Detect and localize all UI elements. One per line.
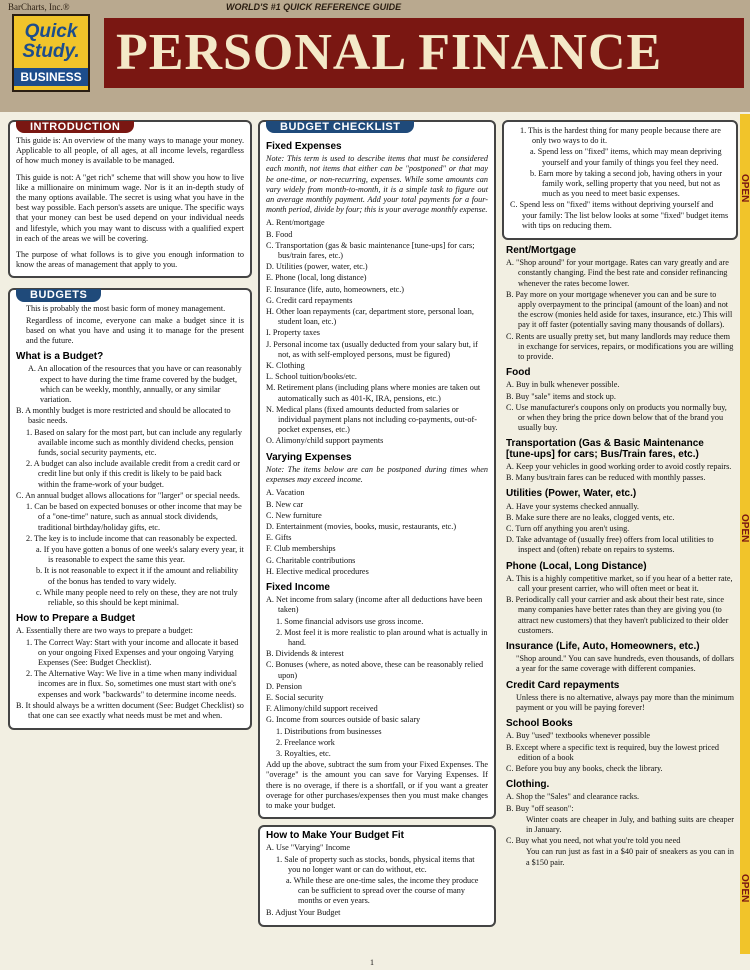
list-item: a. While these are one-time sales, the income they produce can be sufficient to spread over the course of many months or even years. <box>286 876 479 906</box>
brand-text: BarCharts, Inc.® <box>8 2 70 12</box>
transportation-list <box>506 462 734 483</box>
varying-expenses-note: Note: The items below are can be postponed during times when expenses may exceed income. <box>266 464 488 485</box>
list-item: C. Transportation (gas & basic maintenance [tune-ups] for cars; bus/train fares, etc.) <box>266 240 475 261</box>
budgets-paragraph-2: Regardless of income, everyone can make a budget since it is based on what you have and using it to manage for the present and the future. <box>26 315 244 346</box>
intro-paragraph-3: The purpose of what follows is to give you enough information to know the areas of management that apply to you. <box>16 250 244 270</box>
school-books-heading: School Books <box>506 718 573 730</box>
fixed-expenses-heading: Fixed Expenses <box>266 141 342 152</box>
list-item: L. School tuition/books/etc. <box>266 372 357 382</box>
list-item: E. Social security <box>266 692 324 702</box>
list-item: D. Take advantage of (usually free) offers from local utilities to inspect and (often) rebate on repairs to systems. <box>506 535 714 555</box>
list-item: b. Earn more by taking a second job, having others in your family work, selling property that you need, but not as much as you need to meet basic expenses. <box>530 168 723 199</box>
how-b <box>16 701 244 721</box>
list-item: 3. Royalties, etc. <box>276 748 331 758</box>
list-item: A. Buy "used" textbooks whenever possible <box>506 731 651 741</box>
list-item: B. Dividends & interest <box>266 649 344 659</box>
list-item: A. Net income from salary (income after all deductions have been taken) <box>266 595 483 615</box>
list-item: 2. The key is to include income that can reasonably be expected. <box>26 533 238 543</box>
budgets-paragraph-1: This is probably the most basic form of money management. <box>26 304 226 314</box>
column-middle <box>258 114 496 927</box>
list-item: C. Spend less on "fixed" items without depriving yourself and your family: The list below looks at some "fixed" budget items with tips on reducing them. <box>510 200 729 230</box>
list-item: 2. A budget can also include available credit from a credit card or credit line but only if this credit is likely to be paid back within the frame-work of your budget. <box>26 459 240 489</box>
list-item: J. Personal income tax (usually deducted from your salary but, if not, as with self-employed persons, must be figured) <box>266 339 478 359</box>
list-item: C. Turn off anything you aren't using. <box>506 523 630 533</box>
logo-quick: Quick <box>24 21 78 42</box>
list-item: B. Food <box>266 229 293 239</box>
tips-panel-top <box>502 120 738 240</box>
list-item: a. If you have gotten a bonus of one week's salary every year, it is reasonable to expect the same this year. <box>36 544 244 565</box>
budget-checklist-tab: BUDGET CHECKLIST <box>266 121 414 133</box>
list-item: B. Buy "sale" items and stock up. <box>506 391 616 401</box>
list-item: F. Alimony/child support received <box>266 704 378 714</box>
budgets-tab: BUDGETS <box>16 289 101 301</box>
list-item: c. While many people need to rely on these, they are not truly reliable, so this should be kept minimal. <box>36 587 238 607</box>
introduction-panel <box>8 120 252 278</box>
fixed-expenses-list <box>266 218 488 446</box>
insurance-heading: Insurance (Life, Auto, Homeowners, etc.) <box>506 640 700 652</box>
varying-expenses-list <box>266 488 488 577</box>
list-item: 2. The Alternative Way: We live in a time when many individual incomes are in flux. So, sometimes one must start with one's expenses and work "backwards" to determine income needs. <box>26 669 238 699</box>
list-item: O. Alimony/child support payments <box>266 436 384 446</box>
list-item: N. Medical plans (fixed amounts deducted from salaries or individual payment plans not including co-payments, out-of-pocket expenses, etc.) <box>266 404 477 435</box>
list-item: G. Credit card repayments <box>266 295 353 305</box>
list-item: G. Income from sources outside of basic salary <box>266 715 421 725</box>
logo-business: BUSINESS <box>14 68 88 86</box>
income-rest <box>266 649 488 725</box>
list-item: A. This is a highly competitive market, so if you hear of a better rate, call your present carrier, who will often meet or beat it. <box>506 573 733 593</box>
tips-sections <box>502 246 738 868</box>
open-label: OPEN <box>739 874 750 903</box>
list-item: 1. Based on salary for the most part, but can include any regularly available income such as monthly dividend checks, pension funds, social security payments, etc. <box>26 427 242 458</box>
list-item: H. Elective medical procedures <box>266 566 369 576</box>
income-summary: Add up the above, subtract the sum from your Fixed Expenses. The "overage" is the amount you can save for Varying Expenses. If there is no overage, if there is a shortfall, or if you want a greater overage for other purchases/expenses then you must make changes to make your budget. <box>266 760 488 810</box>
list-item: E. Phone (local, long distance) <box>266 273 367 283</box>
list-item: B. New car <box>266 499 304 509</box>
list-item: F. Club memberships <box>266 544 336 554</box>
budgets-panel <box>8 288 252 730</box>
list-item: A. An allocation of the resources that you have or can reasonably expect to have during the time frame covered by the budget, which can be weekly, monthly, annually, or any similar variation. <box>28 364 242 405</box>
clothing-b-text: Winter coats are cheaper in July, and bathing suits are cheaper in January. <box>526 814 734 834</box>
open-label: OPEN <box>739 174 750 203</box>
fixed-income-heading: Fixed Income <box>266 581 330 593</box>
rent-mortgage-heading: Rent/Mortgage <box>506 245 576 257</box>
list-item: A. Have your systems checked annually. <box>506 501 639 511</box>
budget-checklist-panel <box>258 120 496 819</box>
list-item: B. Make sure there are no leaks, clogged vents, etc. <box>506 512 675 522</box>
page-title: PERSONAL FINANCE <box>104 18 744 88</box>
utilities-heading: Utilities (Power, Water, etc.) <box>506 488 637 500</box>
what-c-sub <box>16 545 244 608</box>
list-item: 1. Some financial advisors use gross income. <box>276 616 424 626</box>
how-items <box>16 638 244 700</box>
header-banner <box>0 0 750 112</box>
guide-tagline: WORLD'S #1 QUICK REFERENCE GUIDE <box>226 2 402 12</box>
clothing-heading: Clothing. <box>506 779 550 791</box>
how-to-prepare-heading: How to Prepare a Budget <box>16 613 135 625</box>
list-item: C. Bonuses (where, as noted above, these can be reasonably relied upon) <box>266 660 484 680</box>
top-c <box>510 200 730 231</box>
list-item: H. Other loan repayments (car, department store, personal loan, student loan, etc.) <box>266 307 474 327</box>
list-item: F. Insurance (life, auto, homeowners, etc.) <box>266 284 405 294</box>
list-item: K. Clothing <box>266 361 305 371</box>
varying-expenses-heading: Varying Expenses <box>266 451 352 463</box>
income-a-items <box>266 617 488 649</box>
list-item: D. Utilities (power, water, etc.) <box>266 262 368 272</box>
introduction-tab: INTRODUCTION <box>16 121 134 133</box>
list-item: B. Adjust Your Budget <box>266 907 341 917</box>
open-strip <box>740 114 750 954</box>
clothing-c-text: You can run just as fast in a $40 pair of sneakers as you can in a $150 pair. <box>526 847 734 867</box>
column-right <box>502 114 738 868</box>
transportation-heading: Transportation (Gas & Basic Maintenance [tune-ups] for cars; Bus/Train fares, etc.) <box>506 438 704 460</box>
list-item: B. Except where a specific text is required, buy the lowest priced edition of a book <box>506 742 720 762</box>
budget-fit-heading: How to Make Your Budget Fit <box>266 830 404 842</box>
intro-paragraph-2: This guide is not: A "get rich" scheme that will show you how to live like a millionaire on minimum wage. Nor is it an in-depth study of the many options available. The secret is using what you have in the best way possible. Each person's assets are unique. The specific ways that your money can best be used depend on your individual needs and lifestyle, which you may want to discuss with a qualified expert in each of the areas we will be covering. <box>16 172 244 243</box>
intro-paragraph-1: This guide is: An overview of the many ways to manage your money. Applicable to all people, of all ages, at all income levels, regardless of how much money is available to be managed. <box>16 136 244 166</box>
what-c-list <box>16 491 244 501</box>
column-left <box>8 114 252 730</box>
rent-list <box>506 258 734 362</box>
clothing-list <box>506 792 734 813</box>
income-g-items <box>266 727 488 760</box>
list-item: a. Spend less on "fixed" items, which may mean depriving yourself and your family of things you feel they need. <box>530 147 722 167</box>
list-item: E. Gifts <box>266 533 292 543</box>
list-item: B. Periodically call your carrier and ask about their best rate, since many companies have better rates than they are giving you (to attract new customers) that they haven't publicized to their older customers. <box>506 595 729 635</box>
list-item: 1. Sale of property such as stocks, bonds, physical items that you no longer want or can do without, etc. <box>276 854 475 874</box>
what-c-items <box>16 502 244 544</box>
list-item: 2. Most feel it is more realistic to plan around what is actually in hand. <box>276 627 488 647</box>
list-item: 1. Can be based on expected bonuses or other income that may be of a "one-time" nature, such as annual stock dividends, traditional birthday/holiday gifts, etc. <box>26 502 242 532</box>
fixed-expenses-note: Note: This term is used to describe items that must be considered each month, not items that either can be "postponed" or that may be one-time, or non-recurring, expenses. While some amounts can vary widely from month-to-month, it is a simple task to figure out an average monthly payment. Add your total payments for a four-month period, divide by four; this is your average monthly expense. <box>266 154 488 215</box>
list-item: C. New furniture <box>266 510 322 520</box>
list-item: b. It is not reasonable to expect it if the amount and reliability of the bonus has tended to vary widely. <box>36 566 239 586</box>
credit-card-text: Unless there is no alternative, always pay more than the minimum payment or you will be paying forever! <box>516 692 734 712</box>
food-list <box>506 380 734 433</box>
list-item: C. Buy what you need, not what you're told you need <box>506 836 681 846</box>
budget-fit-panel <box>258 825 496 927</box>
list-item: C. Use manufacturer's coupons only on products you normally buy, or when they bring the price down below that of the brand you usually buy. <box>506 402 727 433</box>
list-item: A. Essentially there are two ways to prepare a budget: <box>16 626 193 636</box>
page-number: 1 <box>370 958 374 967</box>
list-item: C. An annual budget allows allocations for "larger" or special needs. <box>16 490 240 500</box>
fit-a1a <box>266 876 488 907</box>
phone-list <box>506 574 734 636</box>
list-item: G. Charitable contributions <box>266 555 356 565</box>
list-item: C. Before you buy any books, check the library. <box>506 763 663 773</box>
list-item: A. Vacation <box>266 488 305 498</box>
school-books-list <box>506 731 734 774</box>
what-is-budget-heading: What is a Budget? <box>16 351 104 363</box>
list-item: B. Pay more on your mortgage whenever you can and be sure to apply overpayment to the principal (amount of the loan) and not the escrow (monies held aside for taxes, insurance, etc.) This will pay it off faster (potentially saving many thousands of dollars). <box>506 289 733 330</box>
how-a <box>16 626 244 636</box>
list-item: 2. Freelance work <box>276 737 335 747</box>
list-item: B. Many bus/train fares can be reduced with monthly passes. <box>506 473 706 483</box>
phone-heading: Phone (Local, Long Distance) <box>506 560 647 572</box>
insurance-text: "Shop around." You can save hundreds, even thousands, of dollars a year for the same coverage with different companies. <box>516 654 734 674</box>
list-item: D. Entertainment (movies, books, music, restaurants, etc.) <box>266 521 457 531</box>
top-items <box>510 126 730 146</box>
list-item: A. "Shop around" for your mortgage. Rates can vary greatly and are constantly changing. Find the best rate and consider refinancing whenever the rates become lower. <box>506 258 729 288</box>
what-list <box>16 364 244 426</box>
list-item: B. A monthly budget is more restricted and should be allocated to basic needs. <box>16 406 231 426</box>
income-a <box>266 595 488 615</box>
fit-a1 <box>266 855 488 875</box>
fit-a <box>266 843 488 853</box>
list-item: 1. The Correct Way: Start with your income and allocate it based on your ongoing Fixed Expenses and your ongoing Varying Expenses (See: Budget Checklist). <box>26 637 239 667</box>
quickstudy-logo <box>12 14 90 92</box>
list-item: 1. Distributions from businesses <box>276 726 382 736</box>
logo-study: Study. <box>22 41 80 62</box>
list-item: A. Rent/mortgage <box>266 218 325 228</box>
list-item: B. Buy "off season": <box>506 803 574 813</box>
open-label: OPEN <box>739 514 750 543</box>
list-item: C. Rents are usually pretty set, but many landlords may reduce them in exchange for services, repairs, or modifications you are willing to provide. <box>506 331 734 362</box>
utilities-list <box>506 502 734 556</box>
list-item: I. Property taxes <box>266 328 320 338</box>
list-item: A. Use "Varying" Income <box>266 843 350 853</box>
food-heading: Food <box>506 367 531 379</box>
list-item: A. Keep your vehicles in good working order to avoid costly repairs. <box>506 461 732 471</box>
list-item: A. Buy in bulk whenever possible. <box>506 380 620 390</box>
list-item: 1. This is the hardest thing for many people because there are only two ways to do it. <box>520 126 721 146</box>
what-b-list <box>16 428 244 490</box>
list-item: M. Retirement plans (including plans where monies are taken out automatically such as 401-K, IRA, pensions, etc.) <box>266 383 481 403</box>
list-item: D. Pension <box>266 681 302 691</box>
list-item: A. Shop the "Sales" and clearance racks. <box>506 792 640 802</box>
list-item: B. It should always be a written document (See: Budget Checklist) so that one can see exactly what needs must be met and when. <box>16 700 244 720</box>
clothing-list-c <box>506 836 734 846</box>
credit-card-heading: Credit Card repayments <box>506 679 620 691</box>
top-sub <box>510 147 730 199</box>
fit-b <box>266 908 488 918</box>
